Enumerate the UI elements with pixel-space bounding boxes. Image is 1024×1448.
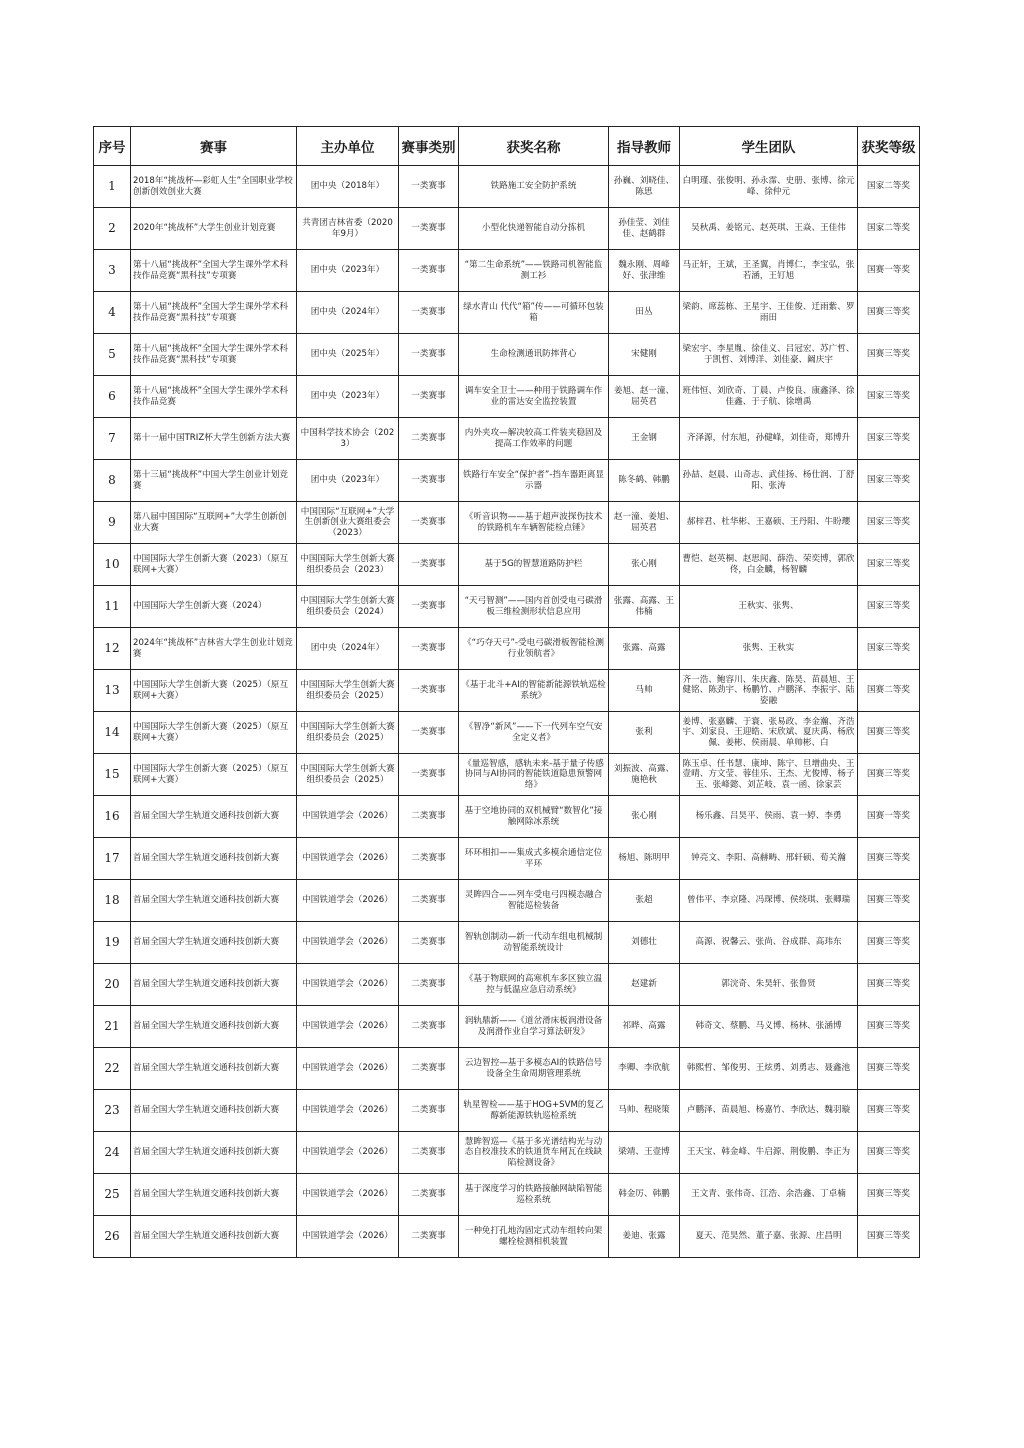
table-row bbox=[94, 838, 920, 880]
cell-organizer: 团中央（2018年） bbox=[297, 166, 399, 208]
cell-no: 13 bbox=[94, 670, 131, 712]
cell-advisor: 孙巍、刘晓佳、陈思 bbox=[609, 166, 680, 208]
cell-advisor: 姜迪、张露 bbox=[609, 1216, 680, 1258]
cell-organizer: 中国铁道学会（2026） bbox=[297, 964, 399, 1006]
cell-category: 二类赛事 bbox=[399, 796, 459, 838]
header-organizer: 主办单位 bbox=[297, 127, 399, 166]
cell-award-name: 智轨创制动—新一代动车组电机械制动智能系统设计 bbox=[459, 922, 609, 964]
cell-category: 一类赛事 bbox=[399, 586, 459, 628]
cell-organizer: 中国铁道学会（2026） bbox=[297, 1048, 399, 1090]
table-row bbox=[94, 670, 920, 712]
table-row bbox=[94, 754, 920, 796]
table-row bbox=[94, 544, 920, 586]
cell-level: 国赛三等奖 bbox=[858, 1132, 920, 1174]
cell-category: 二类赛事 bbox=[399, 1216, 459, 1258]
cell-organizer: 中国铁道学会（2026） bbox=[297, 1090, 399, 1132]
cell-organizer: 中国国际大学生创新大赛组织委员会（2025） bbox=[297, 712, 399, 754]
cell-no: 10 bbox=[94, 544, 131, 586]
cell-level: 国赛三等奖 bbox=[858, 754, 920, 796]
cell-award-name: 基于5G的智慧道路防护栏 bbox=[459, 544, 609, 586]
cell-award-name: 内外夹攻—解决较高工件装夹稳固及提高工作效率的问题 bbox=[459, 418, 609, 460]
table-row bbox=[94, 292, 920, 334]
cell-award-name: 《“巧夺天弓”-受电弓碳滑板智能检测行业领航者》 bbox=[459, 628, 609, 670]
cell-no: 3 bbox=[94, 250, 131, 292]
cell-team: 卢鹏泽、苗晨旭、杨嘉竹、李欣达、魏羽璇 bbox=[680, 1090, 858, 1132]
cell-category: 一类赛事 bbox=[399, 292, 459, 334]
cell-award-name: “第二生命系统”——铁路司机智能监测工衫 bbox=[459, 250, 609, 292]
cell-team: 吴秋禹、姜铭元、赵英琪、王焱、王佳伟 bbox=[680, 208, 858, 250]
cell-level: 国赛三等奖 bbox=[858, 1006, 920, 1048]
cell-team: 钟亮文、李阳、高赫畴、邢轩硕、荀关瀚 bbox=[680, 838, 858, 880]
cell-team: 齐一浩、鲍容川、朱庆鑫、陈昊、苗晨旭、王健铭、陈劲宇、杨鹏竹、卢鹏泽、李振宇、陆姿融 bbox=[680, 670, 858, 712]
cell-category: 一类赛事 bbox=[399, 712, 459, 754]
cell-no: 6 bbox=[94, 376, 131, 418]
cell-team: 夏天、范昊然、董子嘉、张源、庄昌明 bbox=[680, 1216, 858, 1258]
cell-no: 26 bbox=[94, 1216, 131, 1258]
cell-advisor: 张利 bbox=[609, 712, 680, 754]
cell-award-name: 铁路施工安全防护系统 bbox=[459, 166, 609, 208]
cell-organizer: 中国铁道学会（2026） bbox=[297, 1216, 399, 1258]
cell-award-name: 调车安全卫士——种用于铁路调车作业的雷达安全监控装置 bbox=[459, 376, 609, 418]
cell-level: 国家二等奖 bbox=[858, 208, 920, 250]
cell-level: 国赛三等奖 bbox=[858, 880, 920, 922]
table-body bbox=[94, 166, 920, 1258]
cell-competition: 第十八届“挑战杯”全国大学生课外学术科技作品竞赛“黑科技”专项赛 bbox=[131, 334, 297, 376]
cell-level: 国赛三等奖 bbox=[858, 964, 920, 1006]
cell-level: 国家三等奖 bbox=[858, 628, 920, 670]
cell-level: 国赛三等奖 bbox=[858, 712, 920, 754]
cell-no: 11 bbox=[94, 586, 131, 628]
table-row bbox=[94, 1048, 920, 1090]
cell-organizer: 团中央（2023年） bbox=[297, 376, 399, 418]
cell-competition: 中国国际大学生创新大赛（2025）（原互联网+大赛） bbox=[131, 670, 297, 712]
cell-no: 25 bbox=[94, 1174, 131, 1216]
cell-competition: 中国国际大学生创新大赛（2025）（原互联网+大赛） bbox=[131, 754, 297, 796]
table-row bbox=[94, 460, 920, 502]
cell-competition: 中国国际大学生创新大赛（2025）（原互联网+大赛） bbox=[131, 712, 297, 754]
cell-level: 国赛三等奖 bbox=[858, 838, 920, 880]
cell-team: 陈玉卓、任书慧、康坤、陈宁、旦增曲央、王壹晴、方文莹、蓉佳乐、王杰、尤俊博、杨子玉、张峰懿、刘芷岐、袁一函、徐家芸 bbox=[680, 754, 858, 796]
cell-level: 国家三等奖 bbox=[858, 418, 920, 460]
cell-no: 8 bbox=[94, 460, 131, 502]
cell-competition: 2018年“挑战杯—彩虹人生”全国职业学校创新创效创业大赛 bbox=[131, 166, 297, 208]
cell-award-name: 《听音识物——基于超声波探伤技术的铁路机车车辆智能检点锤》 bbox=[459, 502, 609, 544]
table-row bbox=[94, 922, 920, 964]
header-competition: 赛事 bbox=[131, 127, 297, 166]
cell-no: 21 bbox=[94, 1006, 131, 1048]
cell-advisor: 姜旭、赵一潼、屈英君 bbox=[609, 376, 680, 418]
cell-award-name: 绿水青山 代代“箱”传——可循环包装箱 bbox=[459, 292, 609, 334]
cell-no: 2 bbox=[94, 208, 131, 250]
cell-competition: 2020年“挑战杯”大学生创业计划竞赛 bbox=[131, 208, 297, 250]
cell-organizer: 中国国际大学生创新大赛组织委员会（2024） bbox=[297, 586, 399, 628]
cell-team: 班伟恒、刘欣奇、丁晨、卢俊良、康鑫泽、徐佳鑫、于子航、徐增禹 bbox=[680, 376, 858, 418]
cell-team: 姜博、张嘉麟、于寰、张易政、李金瀚、齐浩宇、刘家良、王迎皓、宋欣斌、夏庆禹、杨欣佩、姜彬、侯雨晨、单帅彬、白 bbox=[680, 712, 858, 754]
cell-organizer: 中国铁道学会（2026） bbox=[297, 796, 399, 838]
cell-competition: 首届全国大学生轨道交通科技创新大赛 bbox=[131, 838, 297, 880]
cell-no: 22 bbox=[94, 1048, 131, 1090]
cell-team: 梁宏宇、李星胤、徐佳义、吕冠宏、苏广哲、于凯哲、刘博洋、刘佳豪、阚庆宇 bbox=[680, 334, 858, 376]
cell-award-name: 《基于物联网的高寒机车多区独立温控与低温应急启动系统》 bbox=[459, 964, 609, 1006]
cell-competition: 首届全国大学生轨道交通科技创新大赛 bbox=[131, 1048, 297, 1090]
cell-no: 19 bbox=[94, 922, 131, 964]
cell-award-name: 润轨鼎新——《道岔滑床板润滑设备及润滑作业自学习算法研发》 bbox=[459, 1006, 609, 1048]
cell-category: 二类赛事 bbox=[399, 964, 459, 1006]
cell-organizer: 团中央（2023年） bbox=[297, 460, 399, 502]
cell-competition: 首届全国大学生轨道交通科技创新大赛 bbox=[131, 796, 297, 838]
cell-advisor: 马帅 bbox=[609, 670, 680, 712]
cell-organizer: 中国铁道学会（2026） bbox=[297, 1132, 399, 1174]
cell-team: 高源、祝馨云、张尚、谷成群、高玮东 bbox=[680, 922, 858, 964]
cell-award-name: 《量巡智感，感轨未来-基于量子传感协同与AI协同的智能铁道隐患预警网络》 bbox=[459, 754, 609, 796]
header-level: 获奖等级 bbox=[858, 127, 920, 166]
cell-organizer: 共青团吉林省委（2020年9月） bbox=[297, 208, 399, 250]
cell-level: 国赛一等奖 bbox=[858, 250, 920, 292]
cell-no: 7 bbox=[94, 418, 131, 460]
cell-advisor: 赵一潼、姜旭、屈英君 bbox=[609, 502, 680, 544]
header-row bbox=[94, 127, 920, 166]
cell-advisor: 陈冬鹤、韩鹏 bbox=[609, 460, 680, 502]
cell-no: 4 bbox=[94, 292, 131, 334]
cell-no: 12 bbox=[94, 628, 131, 670]
cell-organizer: 中国国际大学生创新大赛组织委员会（2025） bbox=[297, 754, 399, 796]
cell-competition: 中国国际大学生创新大赛（2023）（原互联网+大赛） bbox=[131, 544, 297, 586]
cell-category: 一类赛事 bbox=[399, 334, 459, 376]
table-row bbox=[94, 376, 920, 418]
cell-advisor: 刘德壮 bbox=[609, 922, 680, 964]
cell-advisor: 田丛 bbox=[609, 292, 680, 334]
cell-competition: 第十一届中国TRIZ杯大学生创新方法大赛 bbox=[131, 418, 297, 460]
cell-category: 二类赛事 bbox=[399, 1174, 459, 1216]
cell-competition: 第十八届“挑战杯”全国大学生课外学术科技作品竞赛“黑科技”专项赛 bbox=[131, 292, 297, 334]
cell-level: 国家三等奖 bbox=[858, 376, 920, 418]
cell-award-name: 《基于北斗+AI的智能新能源铁轨巡检系统》 bbox=[459, 670, 609, 712]
cell-advisor: 张心刚 bbox=[609, 544, 680, 586]
cell-advisor: 魏永刚、周峰好、张津维 bbox=[609, 250, 680, 292]
cell-competition: 首届全国大学生轨道交通科技创新大赛 bbox=[131, 1090, 297, 1132]
cell-competition: 中国国际大学生创新大赛（2024） bbox=[131, 586, 297, 628]
table-row bbox=[94, 418, 920, 460]
cell-level: 国家三等奖 bbox=[858, 460, 920, 502]
cell-no: 18 bbox=[94, 880, 131, 922]
cell-level: 国赛三等奖 bbox=[858, 1216, 920, 1258]
cell-level: 国家三等奖 bbox=[858, 502, 920, 544]
cell-level: 国赛二等奖 bbox=[858, 670, 920, 712]
cell-team: 郭浣奇、朱昊轩、张鲁贤 bbox=[680, 964, 858, 1006]
cell-category: 一类赛事 bbox=[399, 670, 459, 712]
cell-team: 王秋实、张隽、 bbox=[680, 586, 858, 628]
cell-award-name: 灵眸四合——列车受电弓四模态融合智能巡检装备 bbox=[459, 880, 609, 922]
cell-level: 国赛三等奖 bbox=[858, 1174, 920, 1216]
cell-category: 一类赛事 bbox=[399, 250, 459, 292]
table-row bbox=[94, 250, 920, 292]
cell-organizer: 中国铁道学会（2026） bbox=[297, 838, 399, 880]
cell-advisor: 刘振波、高露、施艳秋 bbox=[609, 754, 680, 796]
cell-level: 国赛三等奖 bbox=[858, 292, 920, 334]
cell-competition: 首届全国大学生轨道交通科技创新大赛 bbox=[131, 880, 297, 922]
cell-level: 国赛三等奖 bbox=[858, 1090, 920, 1132]
cell-team: 张隽、王秋实 bbox=[680, 628, 858, 670]
table-row bbox=[94, 1090, 920, 1132]
cell-category: 一类赛事 bbox=[399, 208, 459, 250]
cell-organizer: 团中央（2024年） bbox=[297, 292, 399, 334]
cell-category: 一类赛事 bbox=[399, 628, 459, 670]
cell-no: 5 bbox=[94, 334, 131, 376]
cell-level: 国赛三等奖 bbox=[858, 1048, 920, 1090]
cell-award-name: 一种免打孔地沟固定式动车组转向架螺栓检测相机装置 bbox=[459, 1216, 609, 1258]
table-row bbox=[94, 502, 920, 544]
cell-no: 16 bbox=[94, 796, 131, 838]
cell-no: 9 bbox=[94, 502, 131, 544]
cell-category: 二类赛事 bbox=[399, 418, 459, 460]
header-no: 序号 bbox=[94, 127, 131, 166]
table-row bbox=[94, 1174, 920, 1216]
cell-team: 白明瑾、张俊明、孙永霈、史册、张博、徐元峰、徐仲元 bbox=[680, 166, 858, 208]
cell-advisor: 赵建新 bbox=[609, 964, 680, 1006]
cell-advisor: 杨旭、陈明甲 bbox=[609, 838, 680, 880]
table-row bbox=[94, 208, 920, 250]
cell-category: 二类赛事 bbox=[399, 838, 459, 880]
cell-level: 国家三等奖 bbox=[858, 544, 920, 586]
table-row bbox=[94, 334, 920, 376]
cell-organizer: 中国国际大学生创新大赛组织委员会（2025） bbox=[297, 670, 399, 712]
cell-no: 14 bbox=[94, 712, 131, 754]
cell-award-name: 基于空地协同的双机械臂“数智化”接触网除冰系统 bbox=[459, 796, 609, 838]
header-team: 学生团队 bbox=[680, 127, 858, 166]
cell-competition: 首届全国大学生轨道交通科技创新大赛 bbox=[131, 922, 297, 964]
table-row bbox=[94, 1216, 920, 1258]
cell-category: 二类赛事 bbox=[399, 1006, 459, 1048]
cell-level: 国赛一等奖 bbox=[858, 796, 920, 838]
cell-level: 国赛三等奖 bbox=[858, 922, 920, 964]
cell-competition: 首届全国大学生轨道交通科技创新大赛 bbox=[131, 964, 297, 1006]
cell-no: 20 bbox=[94, 964, 131, 1006]
cell-no: 24 bbox=[94, 1132, 131, 1174]
cell-organizer: 中国铁道学会（2026） bbox=[297, 922, 399, 964]
header-advisor: 指导教师 bbox=[609, 127, 680, 166]
table-row bbox=[94, 1132, 920, 1174]
cell-no: 1 bbox=[94, 166, 131, 208]
table-row bbox=[94, 586, 920, 628]
cell-competition: 第十八届“挑战杯”全国大学生课外学术科技作品竞赛“黑科技”专项赛 bbox=[131, 250, 297, 292]
cell-award-name: 铁路行车安全“保护者”-挡车器距离显示器 bbox=[459, 460, 609, 502]
cell-organizer: 团中央（2023年） bbox=[297, 250, 399, 292]
cell-competition: 首届全国大学生轨道交通科技创新大赛 bbox=[131, 1174, 297, 1216]
cell-award-name: 小型化快递智能自动分拣机 bbox=[459, 208, 609, 250]
cell-team: 韩奇文、蔡鹏、马义博、杨林、张涵博 bbox=[680, 1006, 858, 1048]
cell-team: 孙喆、赵晨、山奇志、武佳扬、杨仕润、丁舒阳、张涛 bbox=[680, 460, 858, 502]
cell-level: 国家二等奖 bbox=[858, 166, 920, 208]
cell-competition: 首届全国大学生轨道交通科技创新大赛 bbox=[131, 1006, 297, 1048]
cell-award-name: 《智净“新风”——下一代列车空气安全定义者》 bbox=[459, 712, 609, 754]
cell-advisor: 王金钢 bbox=[609, 418, 680, 460]
cell-advisor: 宋健刚 bbox=[609, 334, 680, 376]
cell-team: 杨乐鑫、吕昊平、侯雨、袁一婷、李勇 bbox=[680, 796, 858, 838]
cell-no: 23 bbox=[94, 1090, 131, 1132]
cell-competition: 第十三届“挑战杯”中国大学生创业计划竞赛 bbox=[131, 460, 297, 502]
cell-award-name: 轨星智检——基于HOG+SVM的复乙醇新能源铁轨巡检系统 bbox=[459, 1090, 609, 1132]
cell-advisor: 张心刚 bbox=[609, 796, 680, 838]
cell-category: 一类赛事 bbox=[399, 544, 459, 586]
cell-category: 一类赛事 bbox=[399, 166, 459, 208]
cell-award-name: “天弓智测”——国内首创受电弓碳滑板三维检测形状信息应用 bbox=[459, 586, 609, 628]
cell-advisor: 张超 bbox=[609, 880, 680, 922]
cell-advisor: 韩金厉、韩鹏 bbox=[609, 1174, 680, 1216]
cell-category: 二类赛事 bbox=[399, 1048, 459, 1090]
cell-award-name: 云边智控—基于多模态AI的铁路信号设备全生命周期管理系统 bbox=[459, 1048, 609, 1090]
cell-organizer: 团中央（2025年） bbox=[297, 334, 399, 376]
cell-no: 15 bbox=[94, 754, 131, 796]
cell-advisor: 孙佳莹、刘佳佳、赵鹤群 bbox=[609, 208, 680, 250]
cell-advisor: 马帅、程晓策 bbox=[609, 1090, 680, 1132]
cell-category: 一类赛事 bbox=[399, 754, 459, 796]
cell-competition: 首届全国大学生轨道交通科技创新大赛 bbox=[131, 1216, 297, 1258]
cell-team: 郝梓君、杜华彬、王嘉硕、王丹阳、牛盼瓔 bbox=[680, 502, 858, 544]
cell-category: 二类赛事 bbox=[399, 1090, 459, 1132]
table-row bbox=[94, 880, 920, 922]
cell-advisor: 祁晔、高露 bbox=[609, 1006, 680, 1048]
cell-competition: 首届全国大学生轨道交通科技创新大赛 bbox=[131, 1132, 297, 1174]
cell-team: 王文青、张伟奇、江浩、余浩鑫、丁卓楠 bbox=[680, 1174, 858, 1216]
cell-category: 二类赛事 bbox=[399, 1132, 459, 1174]
table-row bbox=[94, 796, 920, 838]
cell-advisor: 李卿、李欣航 bbox=[609, 1048, 680, 1090]
table-row bbox=[94, 166, 920, 208]
cell-team: 韩熙哲、邹俊男、王炫勇、刘勇志、聂鑫池 bbox=[680, 1048, 858, 1090]
cell-competition: 第八届中国国际“互联网+”大学生创新创业大赛 bbox=[131, 502, 297, 544]
cell-team: 齐泽源，付东旭，孙健峰，刘佳奇，郑博升 bbox=[680, 418, 858, 460]
cell-advisor: 梁靖、王壹博 bbox=[609, 1132, 680, 1174]
table-row bbox=[94, 964, 920, 1006]
table-row bbox=[94, 628, 920, 670]
cell-team: 王天宝、韩金峰、牛启源、荆俊鹏、李正为 bbox=[680, 1132, 858, 1174]
cell-category: 一类赛事 bbox=[399, 502, 459, 544]
cell-team: 曾伟平、李京隆、冯琛博、侯绕琪、张卿瑞 bbox=[680, 880, 858, 922]
cell-organizer: 中国国际“互联网+”大学生创新创业大赛组委会（2023） bbox=[297, 502, 399, 544]
header-award-name: 获奖名称 bbox=[459, 127, 609, 166]
cell-advisor: 张露、高露、王伟楠 bbox=[609, 586, 680, 628]
cell-category: 二类赛事 bbox=[399, 880, 459, 922]
cell-advisor: 张露、高露 bbox=[609, 628, 680, 670]
cell-organizer: 中国科学技术协会（2023） bbox=[297, 418, 399, 460]
cell-team: 马正轩，王斌，王圣翼，肖博仁，李宝弘，张若涵，王钉旭 bbox=[680, 250, 858, 292]
cell-organizer: 中国铁道学会（2026） bbox=[297, 1174, 399, 1216]
cell-organizer: 中国铁道学会（2026） bbox=[297, 880, 399, 922]
cell-team: 曹恺、赵英桐、赵思闻、薛浩、荣奕博，郭欣佟，白金麟，杨智麟 bbox=[680, 544, 858, 586]
cell-competition: 2024年“挑战杯”吉林省大学生创业计划竞赛 bbox=[131, 628, 297, 670]
cell-category: 一类赛事 bbox=[399, 376, 459, 418]
cell-category: 二类赛事 bbox=[399, 922, 459, 964]
award-table bbox=[93, 126, 920, 1258]
cell-award-name: 慧眸智巡—《基于多光谱结构光与动态自校准技术的铁道货车闸瓦在线缺陷检测设备》 bbox=[459, 1132, 609, 1174]
cell-no: 17 bbox=[94, 838, 131, 880]
cell-organizer: 团中央（2024年） bbox=[297, 628, 399, 670]
cell-competition: 第十八届“挑战杯”全国大学生课外学术科技作品竞赛 bbox=[131, 376, 297, 418]
table-row bbox=[94, 1006, 920, 1048]
cell-award-name: 环环相扣——集成式多模余通信定位平环 bbox=[459, 838, 609, 880]
cell-organizer: 中国铁道学会（2026） bbox=[297, 1006, 399, 1048]
table-row bbox=[94, 712, 920, 754]
cell-organizer: 中国国际大学生创新大赛组织委员会（2023） bbox=[297, 544, 399, 586]
cell-level: 国赛三等奖 bbox=[858, 334, 920, 376]
cell-team: 梁韵、席蕊栋、王星宇、王佳俊、迁雨紫、罗雨田 bbox=[680, 292, 858, 334]
header-category: 赛事类别 bbox=[399, 127, 459, 166]
cell-category: 一类赛事 bbox=[399, 460, 459, 502]
cell-award-name: 生命检测通讯防摔背心 bbox=[459, 334, 609, 376]
cell-award-name: 基于深度学习的铁路接触网缺陷智能巡检系统 bbox=[459, 1174, 609, 1216]
cell-level: 国家三等奖 bbox=[858, 586, 920, 628]
